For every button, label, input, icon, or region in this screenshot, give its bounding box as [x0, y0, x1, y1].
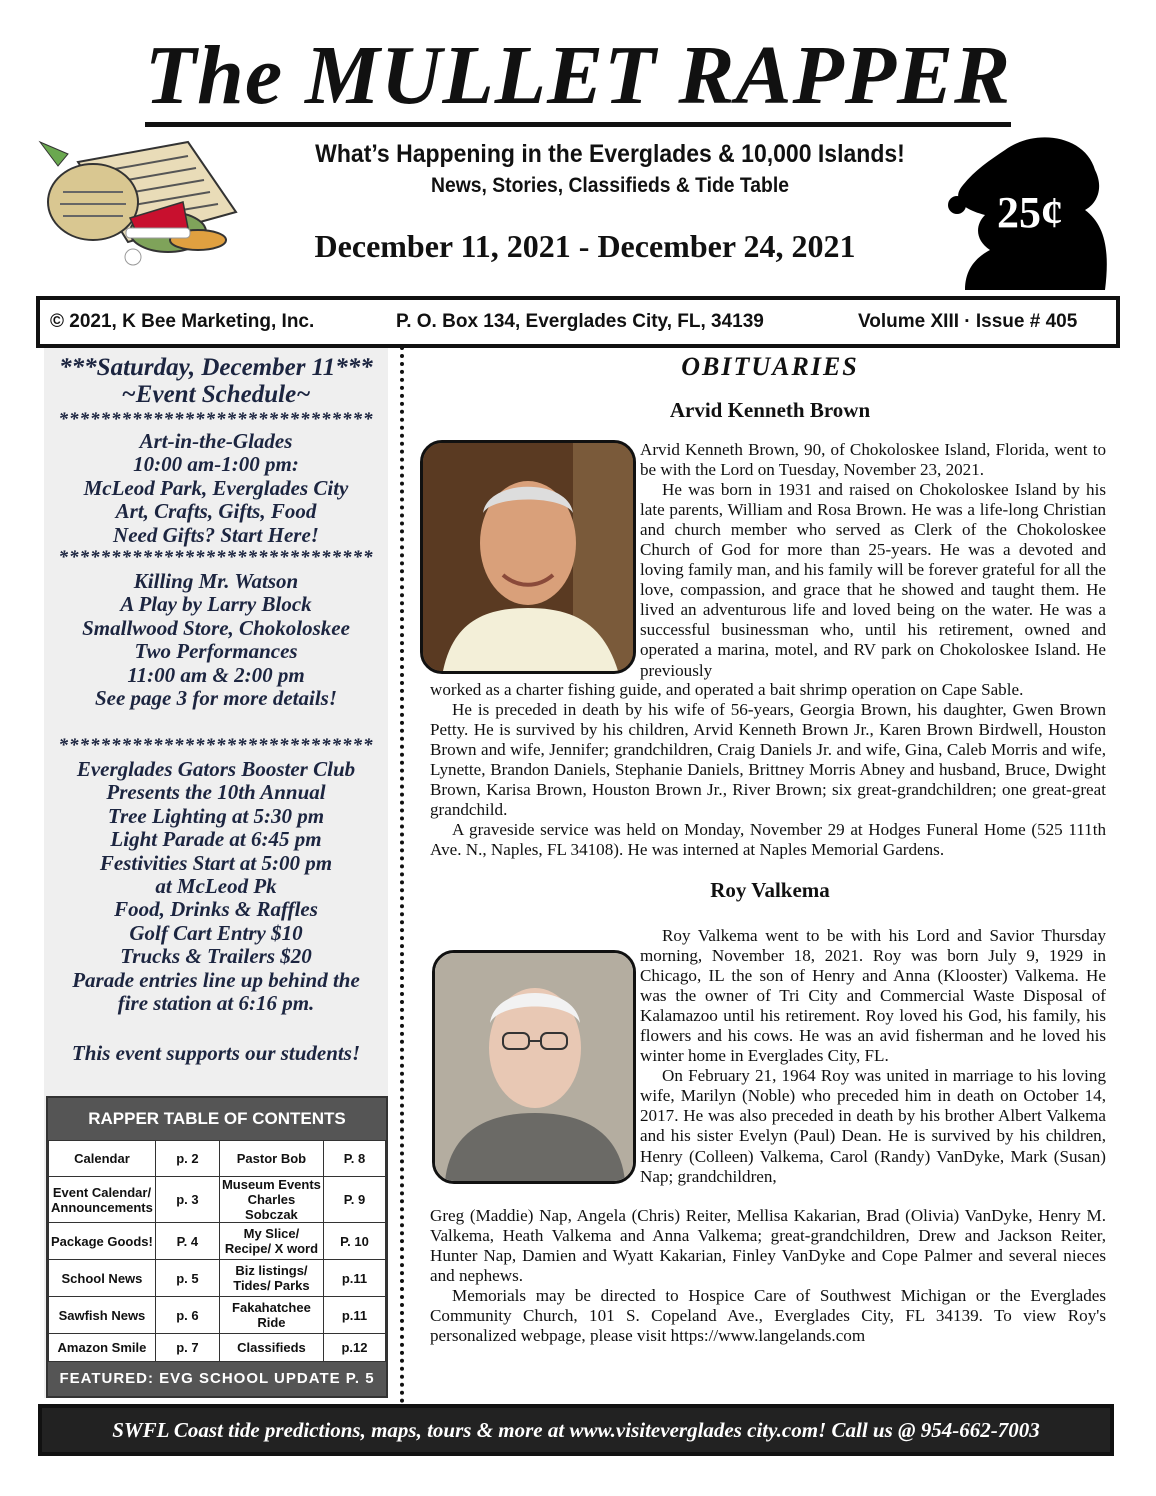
silhouette-price-icon — [945, 130, 1115, 295]
toc-entry[interactable]: Museum Events Charles Sobczak — [219, 1177, 323, 1223]
event-killing-mr-watson: Killing Mr. Watson A Play by Larry Block Smallwood Store, Chokoloskee Two Performances 11:00 am & 2:00 pm See page 3 for more details! — [82, 569, 350, 711]
toc-page: P. 8 — [323, 1141, 385, 1177]
mullet-newspaper-logo-icon — [38, 132, 238, 272]
masthead-title: The MULLET RAPPER — [0, 30, 1156, 122]
toc-page: p. 5 — [155, 1260, 219, 1297]
toc-page: p.11 — [323, 1297, 385, 1334]
toc-page: P. 4 — [155, 1223, 219, 1260]
star-divider: ****************************** — [58, 409, 374, 430]
event-schedule-heading: ***Saturday, December 11*** ~Event Schedule~ — [59, 354, 373, 408]
toc-entry[interactable]: Pastor Bob — [219, 1141, 323, 1177]
event-tree-lighting: Everglades Gators Booster Club Presents the 10th Annual Tree Lighting at 5:30 pm Light Parade at 6:45 pm Festivities Start at 5:00 pm at McLeod Pk Food, Drinks & Raffles Golf Cart Entry $10 Trucks & Trailers $20 Parade entries line up behind the fire station at 6:16 pm. — [72, 757, 360, 1016]
obituary-brown-intro: Arvid Kenneth Brown, 90, of Chokoloskee Island, Florida, went to be with the Lord on Tuesday, November 23, 2021. He was born in 1931 and raised on Chokoloskee Island by his late parents, William and Rosa Brown. He was a life-long Christian and church member who served as Clerk of the Chokoloskee Church of God for more than 25-years. He was a devoted and loving family man, and his family will be forever grateful for all the love, compassion, and grace that he showed and taught them. He lived an adventurous life and loved being on the water. He was a successful businessman who, until his retirement, owned and operated a marina, motel, and RV park on Chokoloskee Island. He previously — [640, 440, 1106, 680]
toc-entry[interactable]: Amazon Smile — [49, 1334, 156, 1362]
table-of-contents — [46, 1096, 388, 1398]
subtagline: News, Stories, Classifieds & Tide Table — [431, 174, 789, 197]
volume-issue: Volume XIII · Issue # 405 — [858, 311, 1078, 332]
toc-entry[interactable]: Fakahatchee Ride — [219, 1297, 323, 1334]
toc-entry[interactable]: School News — [49, 1260, 156, 1297]
column-divider — [400, 346, 404, 1404]
obituary-name-brown: Arvid Kenneth Brown — [669, 398, 871, 422]
photo-arvid-brown — [420, 440, 636, 674]
portrait-man-icon — [423, 443, 633, 671]
toc-entry[interactable]: Calendar — [49, 1141, 156, 1177]
svg-text:25¢: 25¢ — [997, 188, 1063, 237]
photo-roy-valkema — [432, 950, 636, 1184]
tagline: What’s Happening in the Everglades & 10,000 Islands! — [315, 140, 905, 168]
issue-dates: December 11, 2021 - December 24, 2021 — [314, 228, 856, 264]
toc-page: p. 6 — [155, 1297, 219, 1334]
toc-entry[interactable]: Classifieds — [219, 1334, 323, 1362]
toc-page: p. 7 — [155, 1334, 219, 1362]
toc-entry[interactable]: Sawfish News — [49, 1297, 156, 1334]
toc-page: p.11 — [323, 1260, 385, 1297]
obituary-brown-body: worked as a charter fishing guide, and operated a bait shrimp operation on Cape Sable. He is preceded in death by his wife of 56-years, Georgia Brown, his daughter, Gwen Brown Petty. He is survived by his children, Arvid Kenneth Brown Jr., Karen Brown Birdwell, Houston Brown and wife, Jennifer; grandchildren, Craig Daniels Jr. and wife, Gina, Caleb Morris and wife, Lynette, Brandon Daniels, Stephanie Daniels, Brittney Morris Abney and husband, Bruce, Dwight Brown, Karisa Brown, Houston Brown Jr., River Brown; six great-grandchildren; one great-great grandchild. A graveside service was held on Monday, November 29 at Hodges Funeral Home (525 111th Ave. N., Naples, FL 34108). He was interned at Naples Memorial Gardens. — [430, 680, 1106, 860]
obituary-name-valkema: Roy Valkema — [710, 878, 830, 902]
mailing-address: P. O. Box 134, Everglades City, FL, 34139 — [396, 311, 764, 332]
toc-page: p.12 — [323, 1334, 385, 1362]
toc-entry[interactable]: My Slice/ Recipe/ X word — [219, 1223, 323, 1260]
toc-page: p. 3 — [155, 1177, 219, 1223]
obituaries-heading: OBITUARIES — [681, 352, 859, 381]
toc-featured: FEATURED: EVG SCHOOL UPDATE P. 5 — [48, 1362, 386, 1396]
footer-banner: SWFL Coast tide predictions, maps, tours & more at www.visiteverglades city.com! Call us @ 954-662-7003 — [38, 1404, 1114, 1456]
toc-entry[interactable]: Package Goods! — [49, 1223, 156, 1260]
star-divider: ****************************** — [58, 547, 374, 568]
event-support-note: This event supports our students! — [71, 1041, 361, 1065]
toc-entry[interactable]: Event Calendar/ Announcements — [49, 1177, 156, 1223]
obituary-valkema-intro: Roy Valkema went to be with his Lord and Savior Thursday morning, November 18, 2021. Roy was born July 9, 1929 in Chicago, IL the son of Henry and Anna (Klooster) Valkema. He was the owner of Tri City and Commercial Waste Disposal of Kalamazoo until his retirement. Roy loved his God, his family, his flowers and his cows. He was an avid fisherman and he loved his winter home in Everglades City, FL. On February 21, 1964 Roy was united in marriage to his loving wife, Marilyn (Noble) who preceded him in death on October 14, 2017. He was also preceded in death by his brother Albert Valkema and his sister Evelyn (Paul) Dean. He is survived by his children, Henry (Colleen) Valkema, Carol (Randy) VanDyke, Mark (Susan) Nap; grandchildren, — [640, 926, 1106, 1186]
event-art-in-the-glades: Art-in-the-Glades 10:00 am-1:00 pm: McLeod Park, Everglades City Art, Crafts, Gifts, Food Need Gifts? Start Here! — [83, 429, 349, 547]
toc-entry[interactable]: Biz listings/ Tides/ Parks — [219, 1260, 323, 1297]
toc-page: P. 9 — [323, 1177, 385, 1223]
info-bar — [36, 296, 1120, 348]
obituary-valkema-body: Greg (Maddie) Nap, Angela (Chris) Reiter, Mellisa Kakarian, Brad (Olivia) VanDyke, Henry M. Valkema, Heath Valkema and Anna Valkema; great-grandchildren, Drew and Jackson Reiter, Hunter Nap, Damien and Wyatt Kakarian, Finley VanDyke and Cope Palmer and several nieces and nephews. Memorials may be directed to Hospice Care of Southwest Michigan or the Everglades Community Church, 101 S. Copeland Ave., Everglades City, FL 34139. To view Roy's personalized webpage, please visit https://www.langelands.com — [430, 1206, 1106, 1346]
copyright: © 2021, K Bee Marketing, Inc. — [50, 311, 315, 332]
toc-title: RAPPER TABLE OF CONTENTS — [48, 1098, 386, 1140]
star-divider: ****************************** — [58, 735, 374, 756]
toc-page: P. 10 — [323, 1223, 385, 1260]
portrait-elderly-man-icon — [435, 953, 633, 1181]
toc-page: p. 2 — [155, 1141, 219, 1177]
